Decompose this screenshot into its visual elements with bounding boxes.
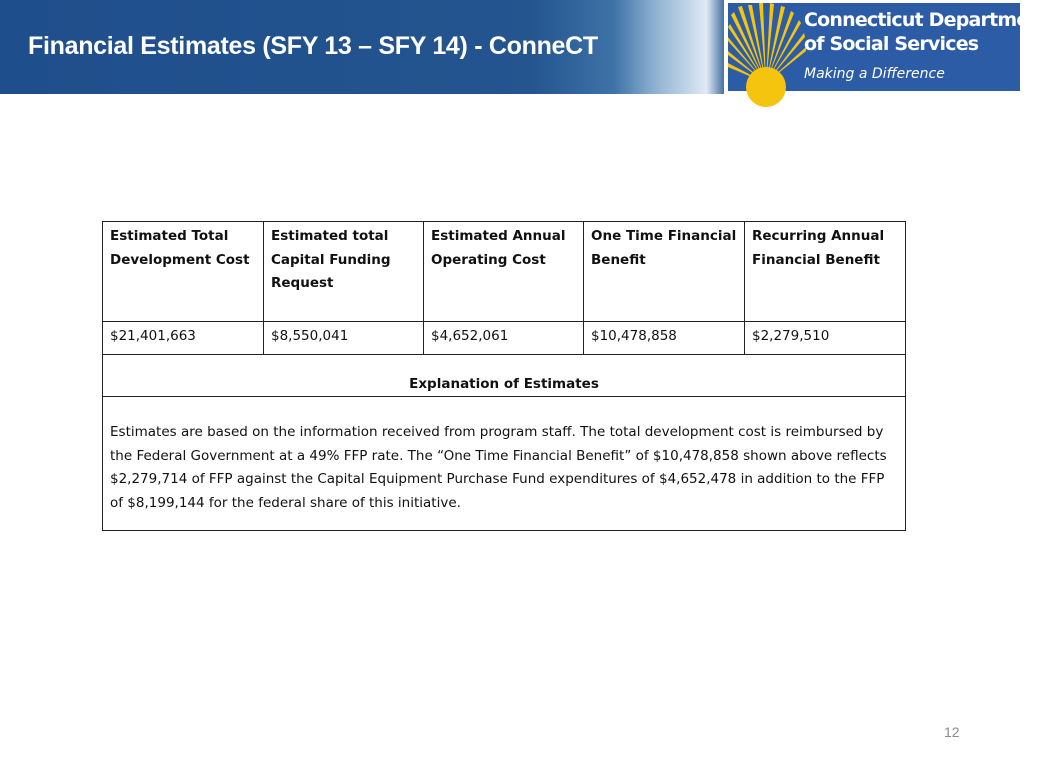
table-values-row xyxy=(103,322,906,355)
explanation-text: Estimates are based on the information received from program staff. The total development cost is reimbursed by the Federal Government at a 49% FFP rate. The “One Time Financial Benefit” of $10,478,858 shown above reflects $2,279,714 of FFP against the Capital Equipment Purchase Fund expenditures of $4,652,478 in addition to the FFP of $8,199,144 for the federal share of this initiative. xyxy=(103,397,906,531)
logo-title-line1: Connecticut Department xyxy=(804,9,1050,31)
header-capital-funding-request: Estimated total Capital Funding Request xyxy=(264,222,424,322)
explanation-body-row xyxy=(103,397,906,531)
header-total-development-cost: Estimated Total Development Cost xyxy=(103,222,264,322)
explanation-title: Explanation of Estimates xyxy=(103,355,906,397)
dss-logo xyxy=(724,0,1050,94)
value-capital-funding-request: $8,550,041 xyxy=(264,322,424,355)
table-header-row xyxy=(103,222,906,322)
explanation-title-row xyxy=(103,355,906,397)
value-annual-operating-cost: $4,652,061 xyxy=(424,322,584,355)
slide-title: Financial Estimates (SFY 13 – SFY 14) - ConneCT xyxy=(28,32,598,60)
header-one-time-benefit: One Time Financial Benefit xyxy=(584,222,745,322)
header-annual-operating-cost: Estimated Annual Operating Cost xyxy=(424,222,584,322)
logo-title-line2: of Social Services xyxy=(804,33,979,55)
financial-estimates-table xyxy=(102,221,906,531)
logo-panel xyxy=(728,3,1050,91)
logo-tagline: Making a Difference xyxy=(804,66,945,82)
sunburst-icon xyxy=(728,3,808,91)
value-total-development-cost: $21,401,663 xyxy=(103,322,264,355)
value-one-time-benefit: $10,478,858 xyxy=(584,322,745,355)
value-recurring-benefit: $2,279,510 xyxy=(745,322,906,355)
page-number: 12 xyxy=(944,724,960,740)
header-recurring-benefit: Recurring Annual Financial Benefit xyxy=(745,222,906,322)
